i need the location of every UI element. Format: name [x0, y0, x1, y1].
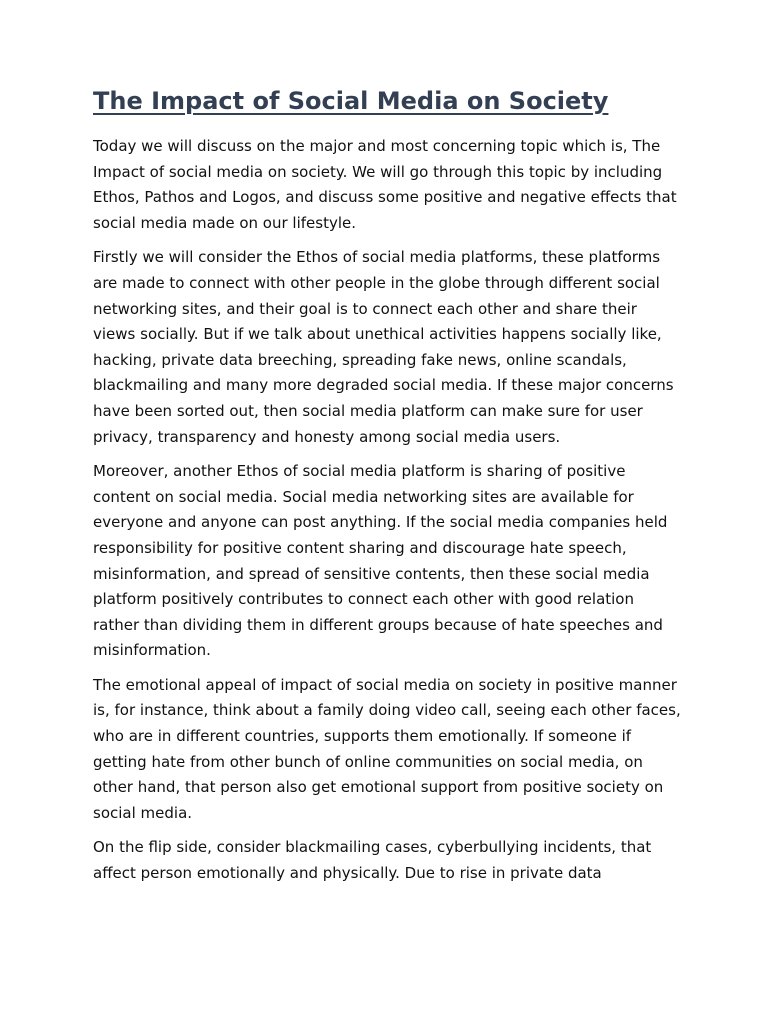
paragraph-pathos-negative: On the flip side, consider blackmailing cases, cyberbullying incidents, that affect person emotionally and physically. Due to rise in private data [93, 838, 652, 883]
paragraph-ethos-platforms: Firstly we will consider the Ethos of social media platforms, these platforms are made to connect with other people in the globe through different social networking sites, and their goal is to connect each other and share their views socially. But if we talk about unethical activities happens socially like, hacking, private data breeching, spreading fake news, online scandals, blackmailing and many more degraded social media. If these major concerns have been sorted out, then social media platform can make sure for user privacy, transparency and honesty among social media users. [93, 248, 674, 446]
paragraph-ethos-content: Moreover, another Ethos of social media platform is sharing of positive content on social media. Social media networking sites are available for everyone and anyone can post anything. If the social media companies held responsibility for positive content sharing and discourage hate speech, misinformation, and spread of sensitive contents, then these social media platform positively contributes to connect each other with good relation rather than dividing them in different groups because of hate speeches and misinformation. [93, 462, 668, 660]
paragraph-pathos-positive: The emotional appeal of impact of social media on society in positive manner is, for instance, think about a family doing video call, seeing each other faces, who are in different countries, supports them emotionally. If someone if getting hate from other bunch of online communities on social media, on other hand, that person also get emotional support from positive society on social media. [93, 675, 681, 822]
document-body [93, 84, 683, 896]
paragraph-intro: Today we will discuss on the major and most concerning topic which is, The Impact of social media on society. We will go through this topic by including Ethos, Pathos and Logos, and discuss some positive and negative effects that social media made on our lifestyle. [93, 137, 677, 232]
document-title: The Impact of Social Media on Society [93, 87, 609, 115]
